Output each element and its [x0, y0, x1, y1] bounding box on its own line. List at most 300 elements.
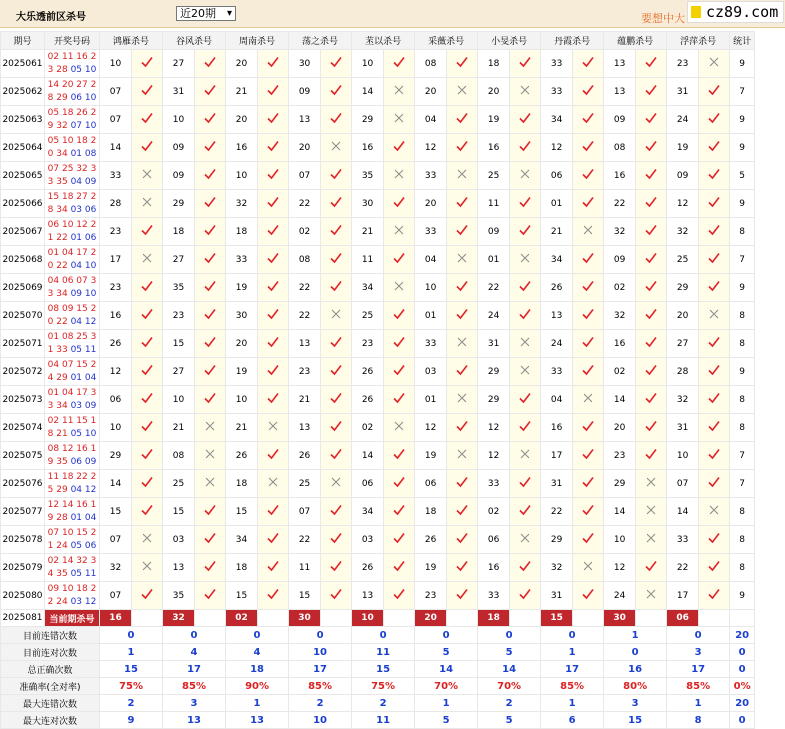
table-row: [1, 274, 755, 302]
table-row: [1, 330, 755, 358]
check-icon: [519, 476, 531, 488]
hit-mark: [258, 302, 289, 330]
stats-value: 5: [415, 712, 478, 729]
hit-mark: [447, 274, 478, 302]
kill-pick: 14: [604, 386, 636, 414]
kill-pick: 27: [667, 330, 699, 358]
stats-value: 16: [604, 661, 667, 678]
hit-mark: [195, 386, 226, 414]
hit-mark: [510, 554, 541, 582]
check-icon: [204, 84, 216, 96]
kill-pick: 15: [226, 582, 258, 610]
hit-mark: [321, 218, 352, 246]
check-icon: [519, 112, 531, 124]
stats-value: 0: [667, 627, 730, 644]
stats-value: 17: [541, 661, 604, 678]
back-numbers: 05 10: [70, 64, 97, 75]
kill-pick: 33: [541, 358, 573, 386]
hit-mark: [195, 274, 226, 302]
hit-mark: [510, 302, 541, 330]
current-pick-spacer: [510, 610, 541, 627]
cross-icon: [457, 169, 467, 179]
hit-mark: [447, 470, 478, 498]
hit-mark: [384, 274, 415, 302]
hit-mark: [573, 526, 604, 554]
check-icon: [267, 364, 279, 376]
kill-pick: 06: [478, 526, 510, 554]
kill-pick: 29: [100, 442, 132, 470]
kill-pick: 12: [667, 190, 699, 218]
check-icon: [393, 392, 405, 404]
kill-pick: 23: [667, 50, 699, 78]
kill-pick: 03: [163, 526, 195, 554]
hit-mark: [195, 106, 226, 134]
issue-cell: 2025068: [1, 246, 45, 274]
hit-mark: [636, 78, 667, 106]
kill-pick: 25: [163, 470, 195, 498]
kill-pick: 29: [667, 274, 699, 302]
check-icon: [393, 140, 405, 152]
kill-pick: 17: [100, 246, 132, 274]
hit-mark: [195, 358, 226, 386]
row-count: 9: [730, 582, 755, 610]
kill-pick: 29: [478, 358, 510, 386]
kill-pick: 34: [226, 526, 258, 554]
current-period-row: [1, 610, 755, 627]
hit-mark: [321, 526, 352, 554]
kill-pick: 29: [478, 386, 510, 414]
check-icon: [708, 168, 720, 180]
check-icon: [582, 112, 594, 124]
stats-value: 2: [352, 695, 415, 712]
kill-pick: 34: [541, 246, 573, 274]
col-header-expert-3[interactable]: 周南杀号: [226, 32, 289, 50]
kill-pick: 16: [541, 414, 573, 442]
issue-cell: 2025069: [1, 274, 45, 302]
check-icon: [267, 588, 279, 600]
hit-mark: [699, 246, 730, 274]
kill-pick: 01: [415, 302, 447, 330]
hit-mark: [573, 498, 604, 526]
kill-pick: 29: [163, 190, 195, 218]
hit-mark: [573, 134, 604, 162]
issue-cell: 2025074: [1, 414, 45, 442]
hit-mark: [132, 134, 163, 162]
check-icon: [582, 588, 594, 600]
col-header-expert-1[interactable]: 鸿雁杀号: [100, 32, 163, 50]
kill-pick: 32: [667, 218, 699, 246]
hit-mark: [699, 414, 730, 442]
check-icon: [708, 196, 720, 208]
stats-value: 18: [226, 661, 289, 678]
kill-pick: 20: [226, 330, 258, 358]
stats-value: 3: [163, 695, 226, 712]
check-icon: [456, 504, 468, 516]
check-icon: [204, 364, 216, 376]
check-icon: [330, 560, 342, 572]
period-select[interactable]: [176, 6, 236, 21]
hit-mark: [384, 330, 415, 358]
cross-icon: [583, 393, 593, 403]
hit-mark: [321, 386, 352, 414]
hit-mark: [195, 498, 226, 526]
kill-pick: 10: [667, 442, 699, 470]
hit-mark: [258, 582, 289, 610]
check-icon: [330, 112, 342, 124]
kill-pick: 02: [604, 274, 636, 302]
back-numbers: 01 04: [70, 372, 97, 383]
check-icon: [582, 448, 594, 460]
hit-mark: [699, 386, 730, 414]
kill-pick: 32: [667, 386, 699, 414]
check-icon: [582, 476, 594, 488]
hit-mark: [447, 50, 478, 78]
stats-value: 85%: [541, 678, 604, 695]
hit-mark: [636, 274, 667, 302]
kill-pick: 26: [226, 442, 258, 470]
stats-count: 0: [730, 661, 755, 678]
issue-cell: 2025075: [1, 442, 45, 470]
cross-icon: [394, 169, 404, 179]
check-icon: [204, 504, 216, 516]
check-icon: [393, 560, 405, 572]
current-pick: 20: [415, 610, 447, 627]
cross-icon: [709, 505, 719, 515]
front-numbers: 11 18 22 25 29: [47, 471, 97, 495]
check-icon: [582, 420, 594, 432]
kill-pick: 29: [541, 526, 573, 554]
top-bar: [0, 0, 785, 28]
stats-value: 85%: [667, 678, 730, 695]
cross-icon: [709, 309, 719, 319]
hit-mark: [510, 386, 541, 414]
check-icon: [582, 532, 594, 544]
check-icon: [393, 532, 405, 544]
kill-pick: 09: [667, 162, 699, 190]
kill-pick: 20: [667, 302, 699, 330]
kill-pick: 07: [100, 78, 132, 106]
check-icon: [204, 560, 216, 572]
hit-mark: [384, 218, 415, 246]
table-row: [1, 414, 755, 442]
kill-pick: 18: [226, 470, 258, 498]
kill-pick: 24: [667, 106, 699, 134]
kill-pick: 16: [100, 302, 132, 330]
kill-pick: 20: [478, 78, 510, 106]
hit-mark: [384, 554, 415, 582]
hit-mark: [447, 582, 478, 610]
hit-mark: [258, 50, 289, 78]
hit-mark: [510, 106, 541, 134]
check-icon: [645, 280, 657, 292]
front-numbers: 14 20 27 28 29: [47, 79, 97, 103]
hit-mark: [573, 106, 604, 134]
stats-value: 2: [100, 695, 163, 712]
kill-pick: 12: [100, 358, 132, 386]
kill-pick: 15: [163, 498, 195, 526]
cross-icon: [646, 533, 656, 543]
hit-mark: [699, 302, 730, 330]
front-numbers: 05 18 26 29 32: [47, 107, 97, 131]
check-icon: [330, 504, 342, 516]
hit-mark: [132, 50, 163, 78]
kill-pick: 07: [100, 526, 132, 554]
kill-pick: 10: [163, 386, 195, 414]
back-numbers: 07 10: [70, 120, 97, 131]
stats-value: 3: [667, 644, 730, 661]
check-icon: [393, 196, 405, 208]
check-icon: [393, 504, 405, 516]
kill-pick: 14: [352, 442, 384, 470]
hit-mark: [636, 246, 667, 274]
back-numbers: 04 10: [70, 260, 97, 271]
back-numbers: 04 12: [70, 316, 97, 327]
current-pick-spacer: [258, 610, 289, 627]
hit-mark: [132, 358, 163, 386]
check-icon: [582, 84, 594, 96]
check-icon: [141, 448, 153, 460]
check-icon: [645, 308, 657, 320]
check-icon: [645, 336, 657, 348]
front-numbers: 02 14 32 34 35: [47, 555, 97, 579]
kill-pick: 23: [415, 582, 447, 610]
kill-pick: 09: [604, 246, 636, 274]
check-icon: [204, 56, 216, 68]
row-count: 9: [730, 274, 755, 302]
hit-mark: [258, 106, 289, 134]
stats-value: 5: [478, 712, 541, 729]
kill-pick: 33: [100, 162, 132, 190]
kill-pick: 22: [289, 190, 321, 218]
kill-pick: 21: [163, 414, 195, 442]
table-row: [1, 498, 755, 526]
check-icon: [330, 84, 342, 96]
cross-icon: [142, 253, 152, 263]
cross-icon: [520, 365, 530, 375]
hit-mark: [258, 386, 289, 414]
draw-numbers-cell: [45, 358, 100, 386]
table-row: [1, 134, 755, 162]
current-pick-spacer: [384, 610, 415, 627]
kill-pick: 25: [478, 162, 510, 190]
kill-pick: 32: [226, 190, 258, 218]
hit-mark: [447, 78, 478, 106]
back-numbers: 04 12: [70, 484, 97, 495]
draw-numbers-cell: [45, 386, 100, 414]
site-logo[interactable]: [687, 1, 784, 23]
cross-icon: [457, 449, 467, 459]
kill-pick: 20: [604, 414, 636, 442]
cross-icon: [520, 169, 530, 179]
check-icon: [582, 504, 594, 516]
chevron-down-icon: ▾: [226, 8, 232, 19]
cross-icon: [520, 533, 530, 543]
hit-mark: [510, 442, 541, 470]
kill-pick: 12: [541, 134, 573, 162]
promo-link[interactable]: 要想中大: [641, 12, 685, 25]
check-icon: [582, 252, 594, 264]
kill-pick: 32: [604, 218, 636, 246]
hit-mark: [195, 526, 226, 554]
hit-mark: [195, 582, 226, 610]
check-icon: [204, 112, 216, 124]
row-count: 9: [730, 50, 755, 78]
current-pick: 30: [289, 610, 321, 627]
kill-pick: 23: [100, 218, 132, 246]
hit-mark: [699, 470, 730, 498]
check-icon: [141, 112, 153, 124]
draw-numbers-cell: [45, 414, 100, 442]
kill-pick: 16: [604, 330, 636, 358]
stats-value: 17: [163, 661, 226, 678]
stats-value: 15: [604, 712, 667, 729]
kill-pick: 28: [100, 190, 132, 218]
row-count: 8: [730, 498, 755, 526]
row-count: 7: [730, 442, 755, 470]
stats-label: 总正确次数: [1, 661, 100, 678]
kill-pick: 11: [289, 554, 321, 582]
col-header-expert-7[interactable]: 小旻杀号: [478, 32, 541, 50]
col-header-expert-5[interactable]: 苤以杀号: [352, 32, 415, 50]
cross-icon: [520, 337, 530, 347]
cross-icon: [142, 533, 152, 543]
hit-mark: [447, 414, 478, 442]
hit-mark: [699, 274, 730, 302]
hit-mark: [132, 498, 163, 526]
kill-pick: 34: [352, 274, 384, 302]
kill-number-table: [0, 31, 755, 729]
hit-mark: [636, 162, 667, 190]
check-icon: [141, 364, 153, 376]
stats-value: 70%: [415, 678, 478, 695]
hit-mark: [132, 582, 163, 610]
hit-mark: [384, 414, 415, 442]
kill-pick: 13: [289, 330, 321, 358]
check-icon: [519, 56, 531, 68]
check-icon: [330, 336, 342, 348]
cross-icon: [331, 309, 341, 319]
current-pick: 18: [478, 610, 510, 627]
back-numbers: 01 04: [70, 512, 97, 523]
draw-numbers-cell: [45, 50, 100, 78]
hit-mark: [258, 162, 289, 190]
hit-mark: [384, 526, 415, 554]
check-icon: [267, 224, 279, 236]
hit-mark: [636, 442, 667, 470]
kill-pick: 10: [352, 50, 384, 78]
col-header-expert-8[interactable]: 丹霞杀号: [541, 32, 604, 50]
kill-pick: 02: [289, 218, 321, 246]
issue-cell: 2025076: [1, 470, 45, 498]
check-icon: [330, 588, 342, 600]
table-row: [1, 302, 755, 330]
kill-pick: 19: [226, 358, 258, 386]
hit-mark: [321, 134, 352, 162]
hit-mark: [195, 330, 226, 358]
hit-mark: [195, 554, 226, 582]
check-icon: [267, 84, 279, 96]
kill-pick: 16: [226, 134, 258, 162]
check-icon: [708, 560, 720, 572]
kill-pick: 31: [541, 582, 573, 610]
front-numbers: 08 12 16 19 35: [47, 443, 97, 467]
check-icon: [204, 252, 216, 264]
kill-pick: 12: [604, 554, 636, 582]
hit-mark: [384, 246, 415, 274]
back-numbers: 06 09: [70, 456, 97, 467]
hit-mark: [447, 162, 478, 190]
hit-mark: [573, 50, 604, 78]
kill-pick: 09: [163, 162, 195, 190]
kill-pick: 14: [352, 78, 384, 106]
hit-mark: [573, 386, 604, 414]
kill-pick: 04: [415, 246, 447, 274]
hit-mark: [321, 498, 352, 526]
stats-value: 0: [100, 627, 163, 644]
current-pick: 32: [163, 610, 195, 627]
hit-mark: [321, 106, 352, 134]
stats-row: [1, 627, 755, 644]
kill-pick: 06: [415, 470, 447, 498]
hit-mark: [510, 470, 541, 498]
hit-mark: [258, 442, 289, 470]
check-icon: [519, 140, 531, 152]
kill-pick: 24: [604, 582, 636, 610]
check-icon: [204, 336, 216, 348]
draw-numbers-cell: [45, 302, 100, 330]
col-header-expert-10[interactable]: 浮萍杀号: [667, 32, 730, 50]
check-icon: [267, 532, 279, 544]
check-icon: [645, 392, 657, 404]
kill-pick: 23: [100, 274, 132, 302]
col-header-expert-4[interactable]: 荡之杀号: [289, 32, 352, 50]
col-header-expert-9[interactable]: 蕴鹏杀号: [604, 32, 667, 50]
kill-pick: 13: [604, 50, 636, 78]
cross-icon: [520, 253, 530, 263]
stats-value: 4: [163, 644, 226, 661]
hit-mark: [132, 554, 163, 582]
kill-pick: 18: [226, 218, 258, 246]
table-row: [1, 526, 755, 554]
check-icon: [582, 280, 594, 292]
kill-pick: 21: [226, 414, 258, 442]
logo-icon: [691, 6, 701, 18]
hit-mark: [573, 358, 604, 386]
hit-mark: [321, 414, 352, 442]
stats-value: 1: [667, 695, 730, 712]
row-count: 9: [730, 358, 755, 386]
col-header-expert-2[interactable]: 谷风杀号: [163, 32, 226, 50]
stats-value: 9: [100, 712, 163, 729]
hit-mark: [195, 414, 226, 442]
hit-mark: [132, 442, 163, 470]
kill-pick: 26: [352, 386, 384, 414]
check-icon: [708, 532, 720, 544]
hit-mark: [510, 358, 541, 386]
back-numbers: 03 06: [70, 204, 97, 215]
stats-value: 8: [667, 712, 730, 729]
check-icon: [645, 196, 657, 208]
kill-pick: 21: [289, 386, 321, 414]
hit-mark: [573, 442, 604, 470]
check-icon: [582, 364, 594, 376]
stats-value: 15: [100, 661, 163, 678]
check-icon: [645, 168, 657, 180]
kill-pick: 17: [541, 442, 573, 470]
col-header-expert-6[interactable]: 采薇杀号: [415, 32, 478, 50]
cross-icon: [394, 225, 404, 235]
cross-icon: [646, 505, 656, 515]
